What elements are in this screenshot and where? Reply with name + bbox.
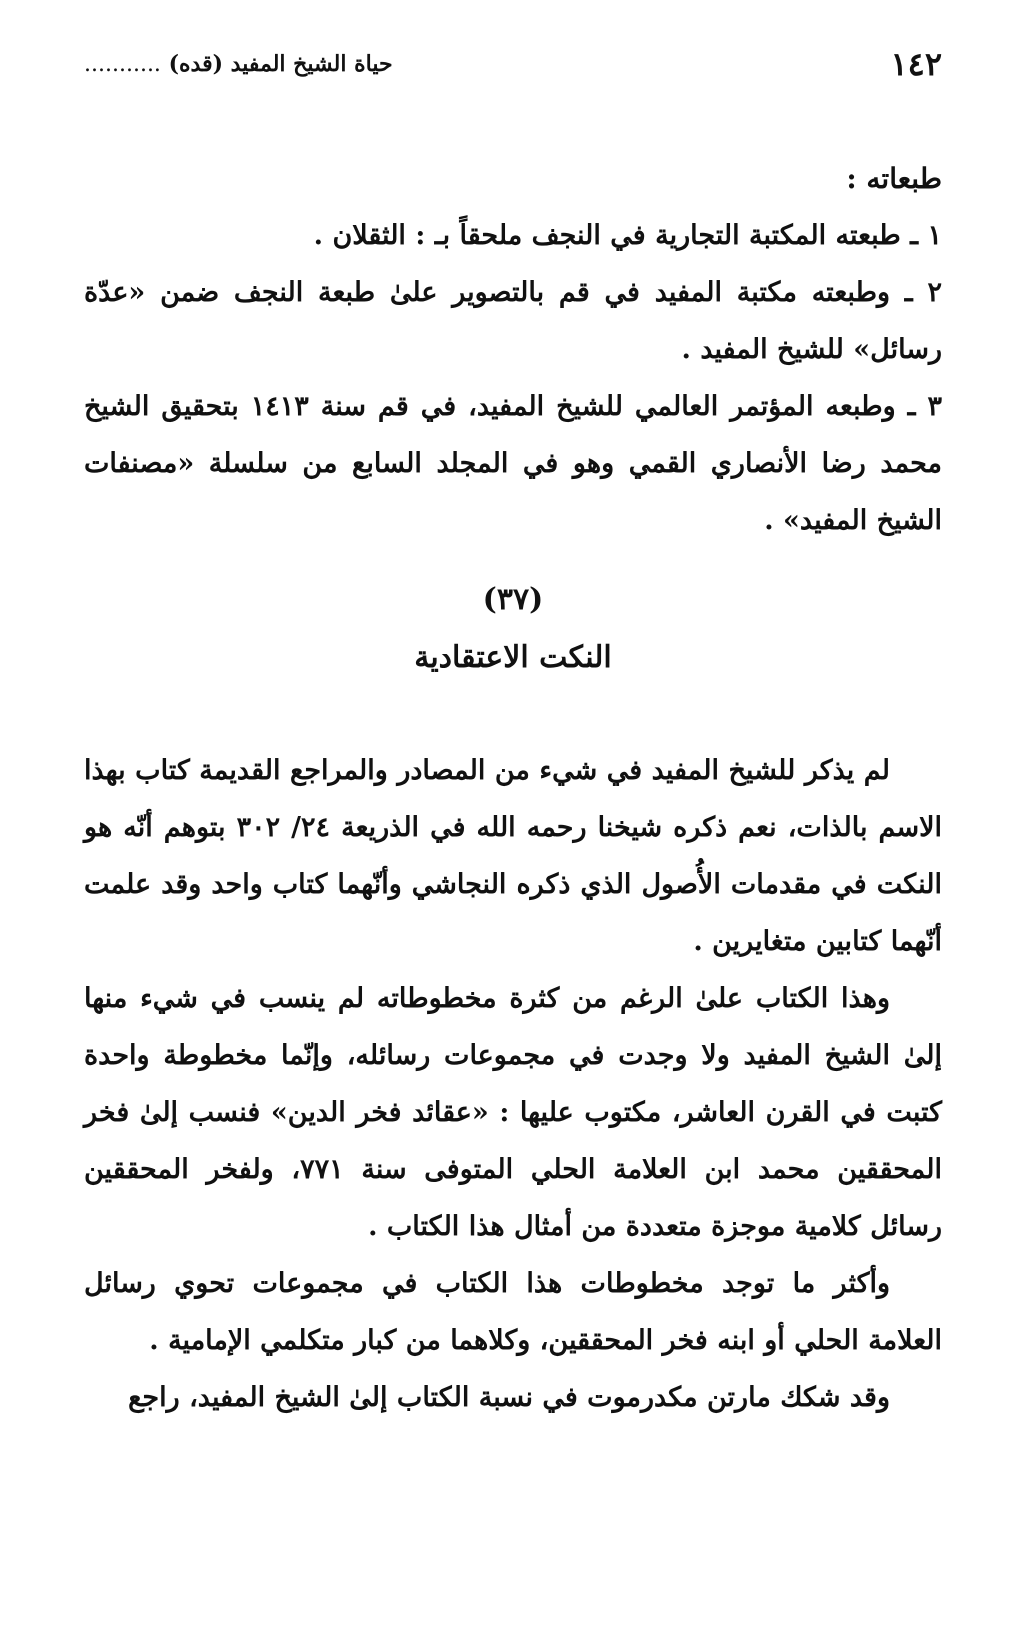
running-title [84,51,393,77]
paragraph: وأكثر ما توجد مخطوطات هذا الكتاب في مجموعات تحوي رسائل العلامة الحلي أو ابنه فخر المحققين، وكلاهما من كبار متكلمي الإمامية . [84,1268,942,1356]
paragraph: لم يذكر للشيخ المفيد في شيء من المصادر والمراجع القديمة كتاب بهذا الاسم بالذات، نعم ذكره شيخنا رحمه الله في الذريعة ٢٤/ ٣٠٢ بتوهم أنّه هو النكت في مقدمات الأُصول الذي ذكره النجاشي وأنّهما كتاب واحد وقد علمت أنّهما كتابين متغايرين . [84,755,942,957]
main-text [84,742,942,1426]
edition-item: ١ ـ طبعته المكتبة التجارية في النجف ملحقاً بـ : الثقلان . [313,220,942,251]
section-number: (٣٧) [482,582,544,617]
leader-dots: ........... [84,52,161,77]
editions-block [84,150,942,549]
page-number: ١٤٢ [890,45,942,83]
running-title-text: حياة الشيخ المفيد (قده) [168,51,393,77]
editions-heading: طبعاته : [846,162,942,195]
paragraph: وقد شكك مارتن مكدرموت في نسبة الكتاب إلىٰ الشيخ المفيد، راجع [128,1382,890,1413]
edition-item: ٢ ـ وطبعته مكتبة المفيد في قم بالتصوير علىٰ طبعة النجف ضمن «عدّة رسائل» للشيخ المفيد . [84,277,942,365]
edition-item: ٣ ـ وطبعه المؤتمر العالمي للشيخ المفيد، في قم سنة ١٤١٣ بتحقيق الشيخ محمد رضا الأنصاري القمي وهو في المجلد السابع من سلسلة «مصنفات الشيخ المفيد» . [84,391,942,536]
paragraph: وهذا الكتاب علىٰ الرغم من كثرة مخطوطاته لم ينسب في شيء منها إلىٰ الشيخ المفيد ولا وجدت في مجموعات رسائله، وإنّما مخطوطة واحدة كتبت في القرن العاشر، مكتوب عليها : «عقائد فخر الدين» فنسب إلىٰ فخر المحققين محمد ابن العلامة الحلي المتوفى سنة ٧٧١، ولفخر المحققين رسائل كلامية موجزة متعددة من أمثال هذا الكتاب . [84,983,943,1242]
page-header [84,42,942,86]
section-title: النكت الاعتقادية [414,640,612,675]
